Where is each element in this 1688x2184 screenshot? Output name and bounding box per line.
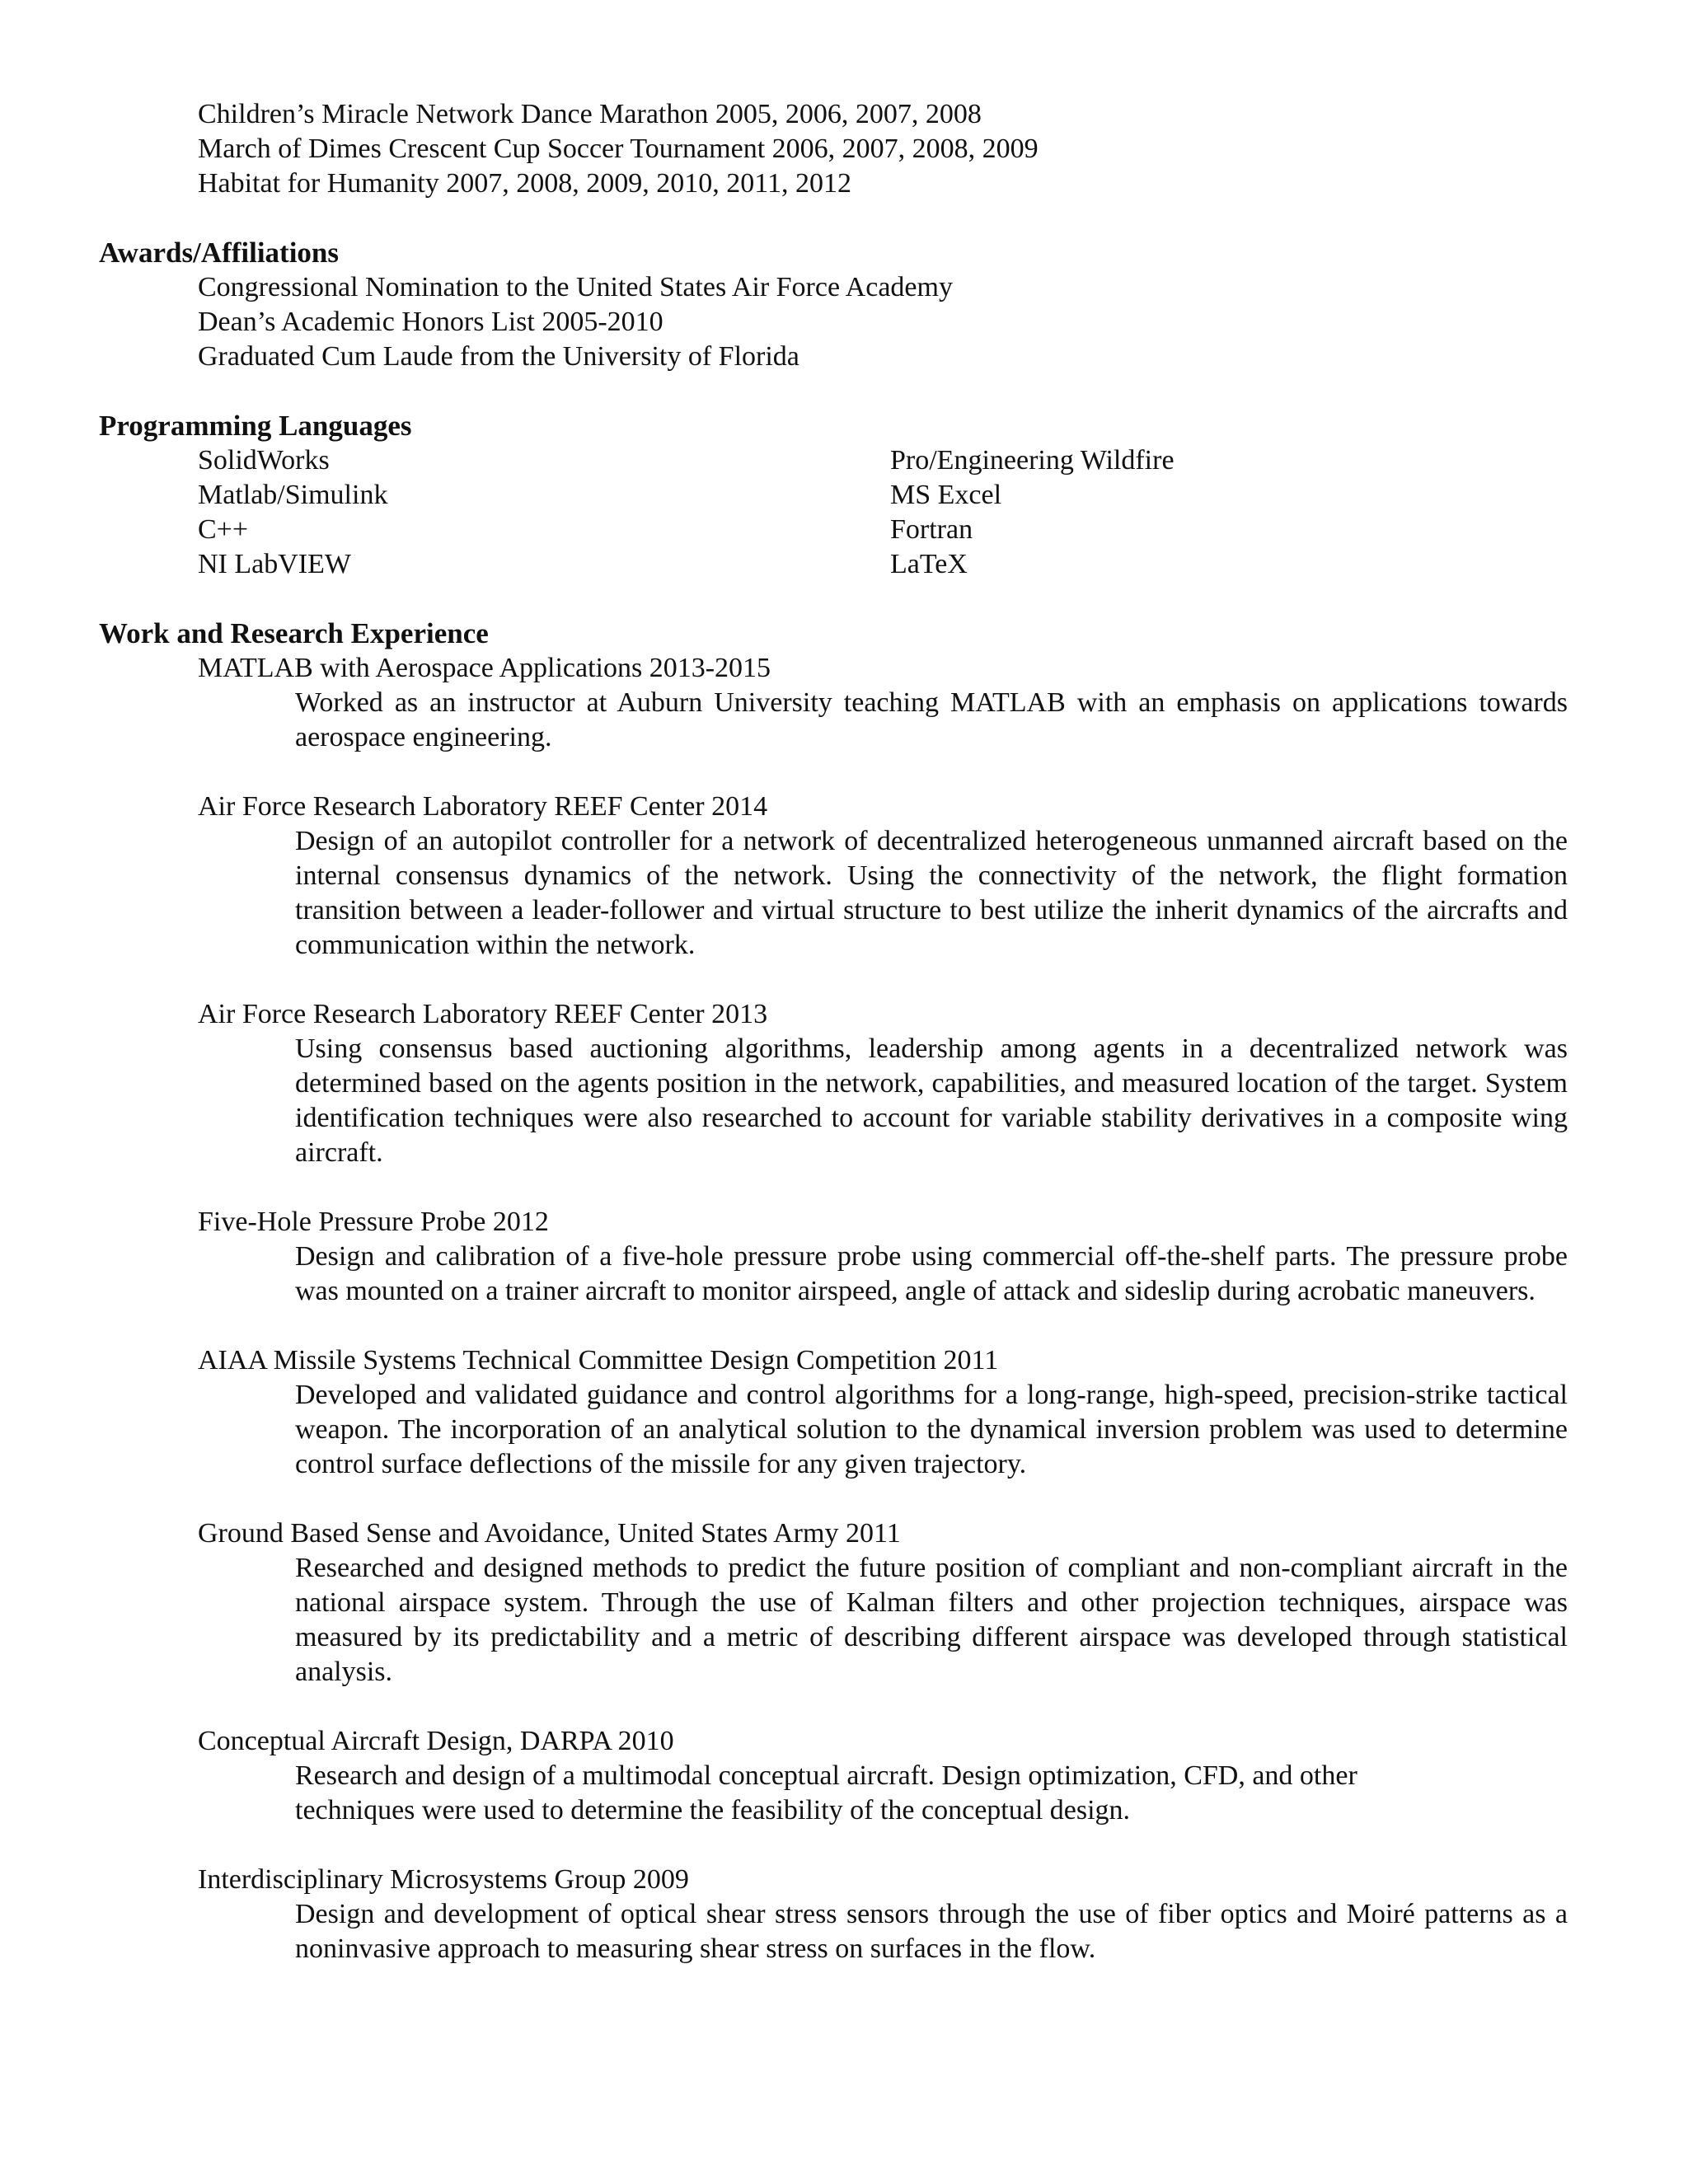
- experience-section: [0, 616, 1688, 1966]
- volunteer-item: March of Dimes Crescent Cup Soccer Tournament 2006, 2007, 2008, 2009: [198, 134, 1039, 164]
- entry-description: Worked as an instructor at Auburn University teaching MATLAB with an emphasis on applications towards aerospace engineering.: [295, 687, 1568, 752]
- entry-title: Air Force Research Laboratory REEF Center 2013: [198, 999, 768, 1029]
- volunteer-item: Habitat for Humanity 2007, 2008, 2009, 2010, 2011, 2012: [198, 168, 851, 199]
- award-item: Graduated Cum Laude from the University of Florida: [198, 341, 799, 372]
- award-item: Congressional Nomination to the United States Air Force Academy: [198, 272, 953, 302]
- entry-description: Using consensus based auctioning algorithms, leadership among agents in a decentralized network was determined based on the agents position in the network, capabilities, and measured location of the target. System identification techniques were also researched to account for variable stability derivatives in a composite wing aircraft.: [295, 1033, 1568, 1168]
- entry-description-line: techniques were used to determine the feasibility of the conceptual design.: [295, 1795, 1131, 1825]
- programming-item: MS Excel: [890, 480, 1002, 510]
- entry-title: Air Force Research Laboratory REEF Center 2014: [198, 791, 768, 822]
- programming-section: [0, 409, 1688, 582]
- experience-entry: [0, 1724, 1688, 1828]
- programming-item: Fortran: [890, 514, 973, 545]
- programming-item: LaTeX: [890, 549, 968, 579]
- experience-entry: [0, 651, 1688, 755]
- experience-entry: [0, 1205, 1688, 1309]
- entry-description: Researched and designed methods to predict the future position of compliant and non-compliant aircraft in the national airspace system. Through the use of Kalman filters and other projection techniques, airspace was measured by its predictability and a metric of describing different airspace was developed through statistical analysis.: [295, 1553, 1568, 1687]
- programming-item: NI LabVIEW: [198, 549, 351, 579]
- entry-description: Design of an autopilot controller for a network of decentralized heterogeneous unmanned aircraft based on the internal consensus dynamics of the network. Using the connectivity of the network, the flight formation transition between a leader-follower and virtual structure to best utilize the inherit dynamics of the aircrafts and communication within the network.: [295, 826, 1568, 960]
- awards-section: [0, 236, 1688, 374]
- programming-item: C++: [198, 514, 249, 545]
- awards-heading: Awards/Affiliations: [99, 237, 340, 269]
- entry-description: Design and development of optical shear stress sensors through the use of fiber optics and Moiré patterns as a noninvasive approach to measuring shear stress on surfaces in the flow.: [295, 1899, 1568, 1964]
- programming-item: Pro/Engineering Wildfire: [890, 445, 1175, 476]
- programming-item: SolidWorks: [198, 445, 330, 476]
- volunteer-list: [0, 97, 1688, 201]
- entry-description: Developed and validated guidance and control algorithms for a long-range, high-speed, precision-strike tactical weapon. The incorporation of an analytical solution to the dynamical inversion problem was used to determine control surface deflections of the missile for any given trajectory.: [295, 1380, 1568, 1479]
- programming-heading: Programming Languages: [99, 410, 412, 442]
- entry-description-line: Research and design of a multimodal conceptual aircraft. Design optimization, CFD, and other: [295, 1760, 1357, 1791]
- entry-description: Design and calibration of a five-hole pressure probe using commercial off-the-shelf parts. The pressure probe was mounted on a trainer aircraft to monitor airspeed, angle of attack and sideslip during acrobatic maneuvers.: [295, 1241, 1568, 1306]
- experience-entry: [0, 997, 1688, 1170]
- entry-title: MATLAB with Aerospace Applications 2013-2015: [198, 653, 771, 683]
- experience-heading: Work and Research Experience: [99, 617, 489, 649]
- programming-item: Matlab/Simulink: [198, 480, 388, 510]
- entry-title: Interdisciplinary Microsystems Group 2009: [198, 1864, 689, 1895]
- entry-title: Ground Based Sense and Avoidance, United States Army 2011: [198, 1518, 901, 1549]
- experience-entry: [0, 1516, 1688, 1690]
- programming-grid: [198, 443, 1688, 582]
- experience-entry: [0, 1863, 1688, 1966]
- entry-title: Five-Hole Pressure Probe 2012: [198, 1207, 549, 1237]
- experience-entry: [0, 790, 1688, 963]
- entry-title: Conceptual Aircraft Design, DARPA 2010: [198, 1726, 674, 1756]
- experience-entry: [0, 1343, 1688, 1482]
- entry-title: AIAA Missile Systems Technical Committee Design Competition 2011: [198, 1345, 999, 1376]
- award-item: Dean’s Academic Honors List 2005-2010: [198, 307, 663, 337]
- volunteer-item: Children’s Miracle Network Dance Marathon 2005, 2006, 2007, 2008: [198, 99, 982, 129]
